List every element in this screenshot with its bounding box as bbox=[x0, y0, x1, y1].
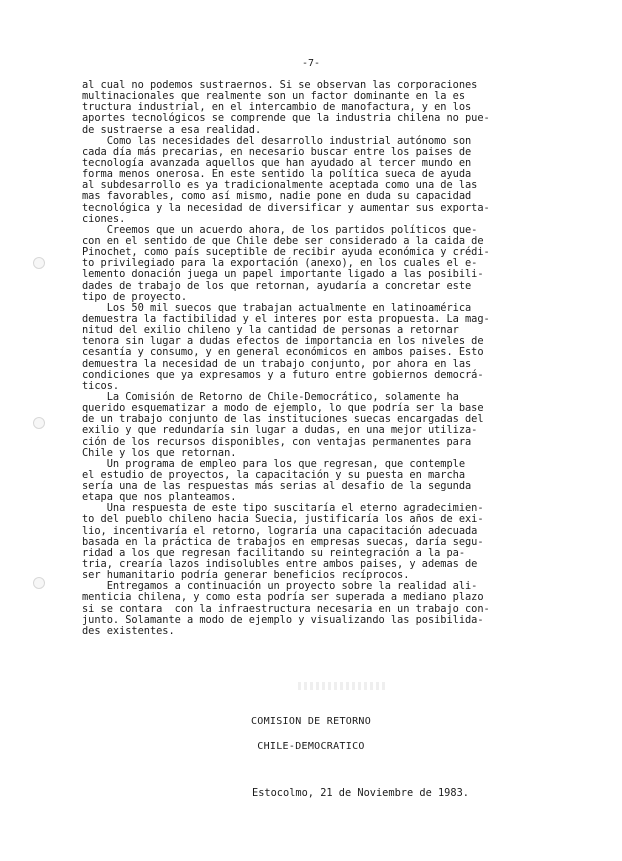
body-text-line: lio, incentivaría el retorno, lograría una capacitación adecuada bbox=[82, 524, 478, 537]
body-text-line: Una respuesta de este tipo suscitaría el eterno agradecimien- bbox=[82, 502, 484, 515]
punch-hole-mark bbox=[33, 577, 45, 589]
punch-hole-mark bbox=[33, 417, 45, 429]
signature-organization: CHILE-DEMOCRATICO bbox=[257, 741, 365, 752]
body-text-line: lemento donación juega un papel importante ligado a las posibili- bbox=[82, 268, 484, 281]
body-text-line: cesantía y consumo, y en general económicos en ambos paises. Esto bbox=[82, 346, 484, 359]
faint-scan-mark bbox=[298, 682, 388, 690]
body-text-line: dades de trabajo de los que retornan, ayudaría a concretar este bbox=[82, 279, 472, 292]
body-text-line: ción de los recursos disponibles, con ventajas permanentes para bbox=[82, 435, 472, 448]
body-text-line: aportes tecnológicos se comprende que la industria chilena no pue- bbox=[82, 112, 490, 125]
body-text-line: Creemos que un acuerdo ahora, de los partidos políticos que- bbox=[82, 223, 478, 236]
body-text-line: tecnológica y la necesidad de diversificar y aumentar sus exporta- bbox=[82, 201, 490, 214]
body-text-line: si se contara con la infraestructura necesaria en un trabajo con- bbox=[82, 602, 490, 615]
punch-hole-mark bbox=[33, 257, 45, 269]
body-text-line: to privilegiado para la exportación (anexo), en los cuales el e- bbox=[82, 257, 478, 270]
body-text-line: La Comisión de Retorno de Chile-Democrático, solamente ha bbox=[82, 390, 459, 403]
body-text-line: al cual no podemos sustraernos. Si se observan las corporaciones bbox=[82, 79, 478, 91]
body-text-line: Pinochet, como país suceptible de recibir ayuda económica y crédi- bbox=[82, 246, 490, 259]
body-text-line: forma menos onerosa. En este sentido la política sueca de ayuda bbox=[82, 168, 472, 181]
body-text-line: des existentes. bbox=[82, 624, 175, 637]
body-text-line: de un trabajo conjunto de las instituciones suecas encargadas del bbox=[82, 413, 484, 426]
body-text-line: el estudio de proyectos, la capacitación y su puesta en marcha bbox=[82, 468, 466, 481]
body-text-line: al subdesarrollo es ya tradicionalmente aceptada como una de las bbox=[82, 179, 478, 192]
body-text-line: condiciones que ya expresamos y a futuro entre gobiernos democrá- bbox=[82, 368, 484, 381]
body-text-line: Un programa de empleo para los que regresan, que contemple bbox=[82, 457, 466, 470]
body-text-line: de sustraerse a esa realidad. bbox=[82, 123, 262, 136]
body-text-line: Como las necesidades del desarrollo industrial autónomo son bbox=[82, 134, 472, 147]
body-text-line: ticos. bbox=[82, 379, 120, 392]
body-text-line: mas favorables, como así mismo, nadie pone en duda su capacidad bbox=[82, 190, 472, 203]
body-text-line: exilio y que redundaría sin lugar a dudas, en una mejor utiliza- bbox=[82, 424, 478, 437]
place-and-date: Estocolmo, 21 de Noviembre de 1983. bbox=[252, 787, 469, 799]
body-text-line: ridad a los que regresan facilitando su reintegración a la pa- bbox=[82, 546, 466, 559]
body-text-line: nitud del exilio chileno y la cantidad de personas a retornar bbox=[82, 324, 459, 337]
body-text-line: etapa que nos planteamos. bbox=[82, 491, 237, 504]
body-text-line: tria, crearía lazos indisolubles entre ambos paises, y ademas de bbox=[82, 558, 478, 571]
page-number: -7- bbox=[301, 58, 321, 69]
body-text-line: to del pueblo chileno hacia Suecia, justificaría los años de exi- bbox=[82, 513, 484, 526]
body-text-line: menticia chilena, y como esta podría ser superada a mediano plazo bbox=[82, 591, 484, 604]
body-text-line: tenora sin lugar a dudas efectos de importancia en los niveles de bbox=[82, 335, 484, 348]
body-text-line: tructura industrial, en el intercambio de manofactura, y en los bbox=[82, 101, 472, 114]
body-text-line: Chile y los que retornan. bbox=[82, 446, 237, 459]
body-text-line: ciones. bbox=[82, 212, 126, 225]
body-text-line: tipo de proyecto. bbox=[82, 290, 188, 303]
body-text-line: demuestra la factibilidad y el interes por esta propuesta. La mag- bbox=[82, 312, 490, 325]
body-text-line: con en el sentido de que Chile debe ser considerado a la caida de bbox=[82, 234, 484, 247]
body-text-line: tecnología avanzada aquellos que han ayudado al tercer mundo en bbox=[82, 156, 472, 169]
body-text-line: sería una de las respuestas más serias al desafio de la segunda bbox=[82, 480, 472, 493]
letter-body bbox=[82, 80, 542, 637]
body-text-line: Los 50 mil suecos que trabajan actualmente en latinoamérica bbox=[82, 301, 472, 314]
body-text-line: Entregamos a continuación un proyecto sobre la realidad ali- bbox=[82, 580, 478, 593]
signature-commission: COMISION DE RETORNO bbox=[250, 716, 372, 727]
body-text-line: multinacionales que realmente son un factor dominante en la es bbox=[82, 90, 466, 103]
body-text-line: cada día más precarias, en necesario buscar entre los paises de bbox=[82, 145, 472, 158]
body-text-line: junto. Solamante a modo de ejemplo y visualizando las posibilida- bbox=[82, 613, 484, 626]
body-text-line: demuestra la necesidad de un trabajo conjunto, por ahora en las bbox=[82, 357, 472, 370]
body-text-line: querido esquematizar a modo de ejemplo, lo que podría ser la base bbox=[82, 402, 484, 415]
body-text-line: basada en la práctica de trabajos en empresas suecas, daría segu- bbox=[82, 535, 484, 548]
body-text-line: ser humanitario podría generar beneficios recíprocos. bbox=[82, 569, 410, 582]
